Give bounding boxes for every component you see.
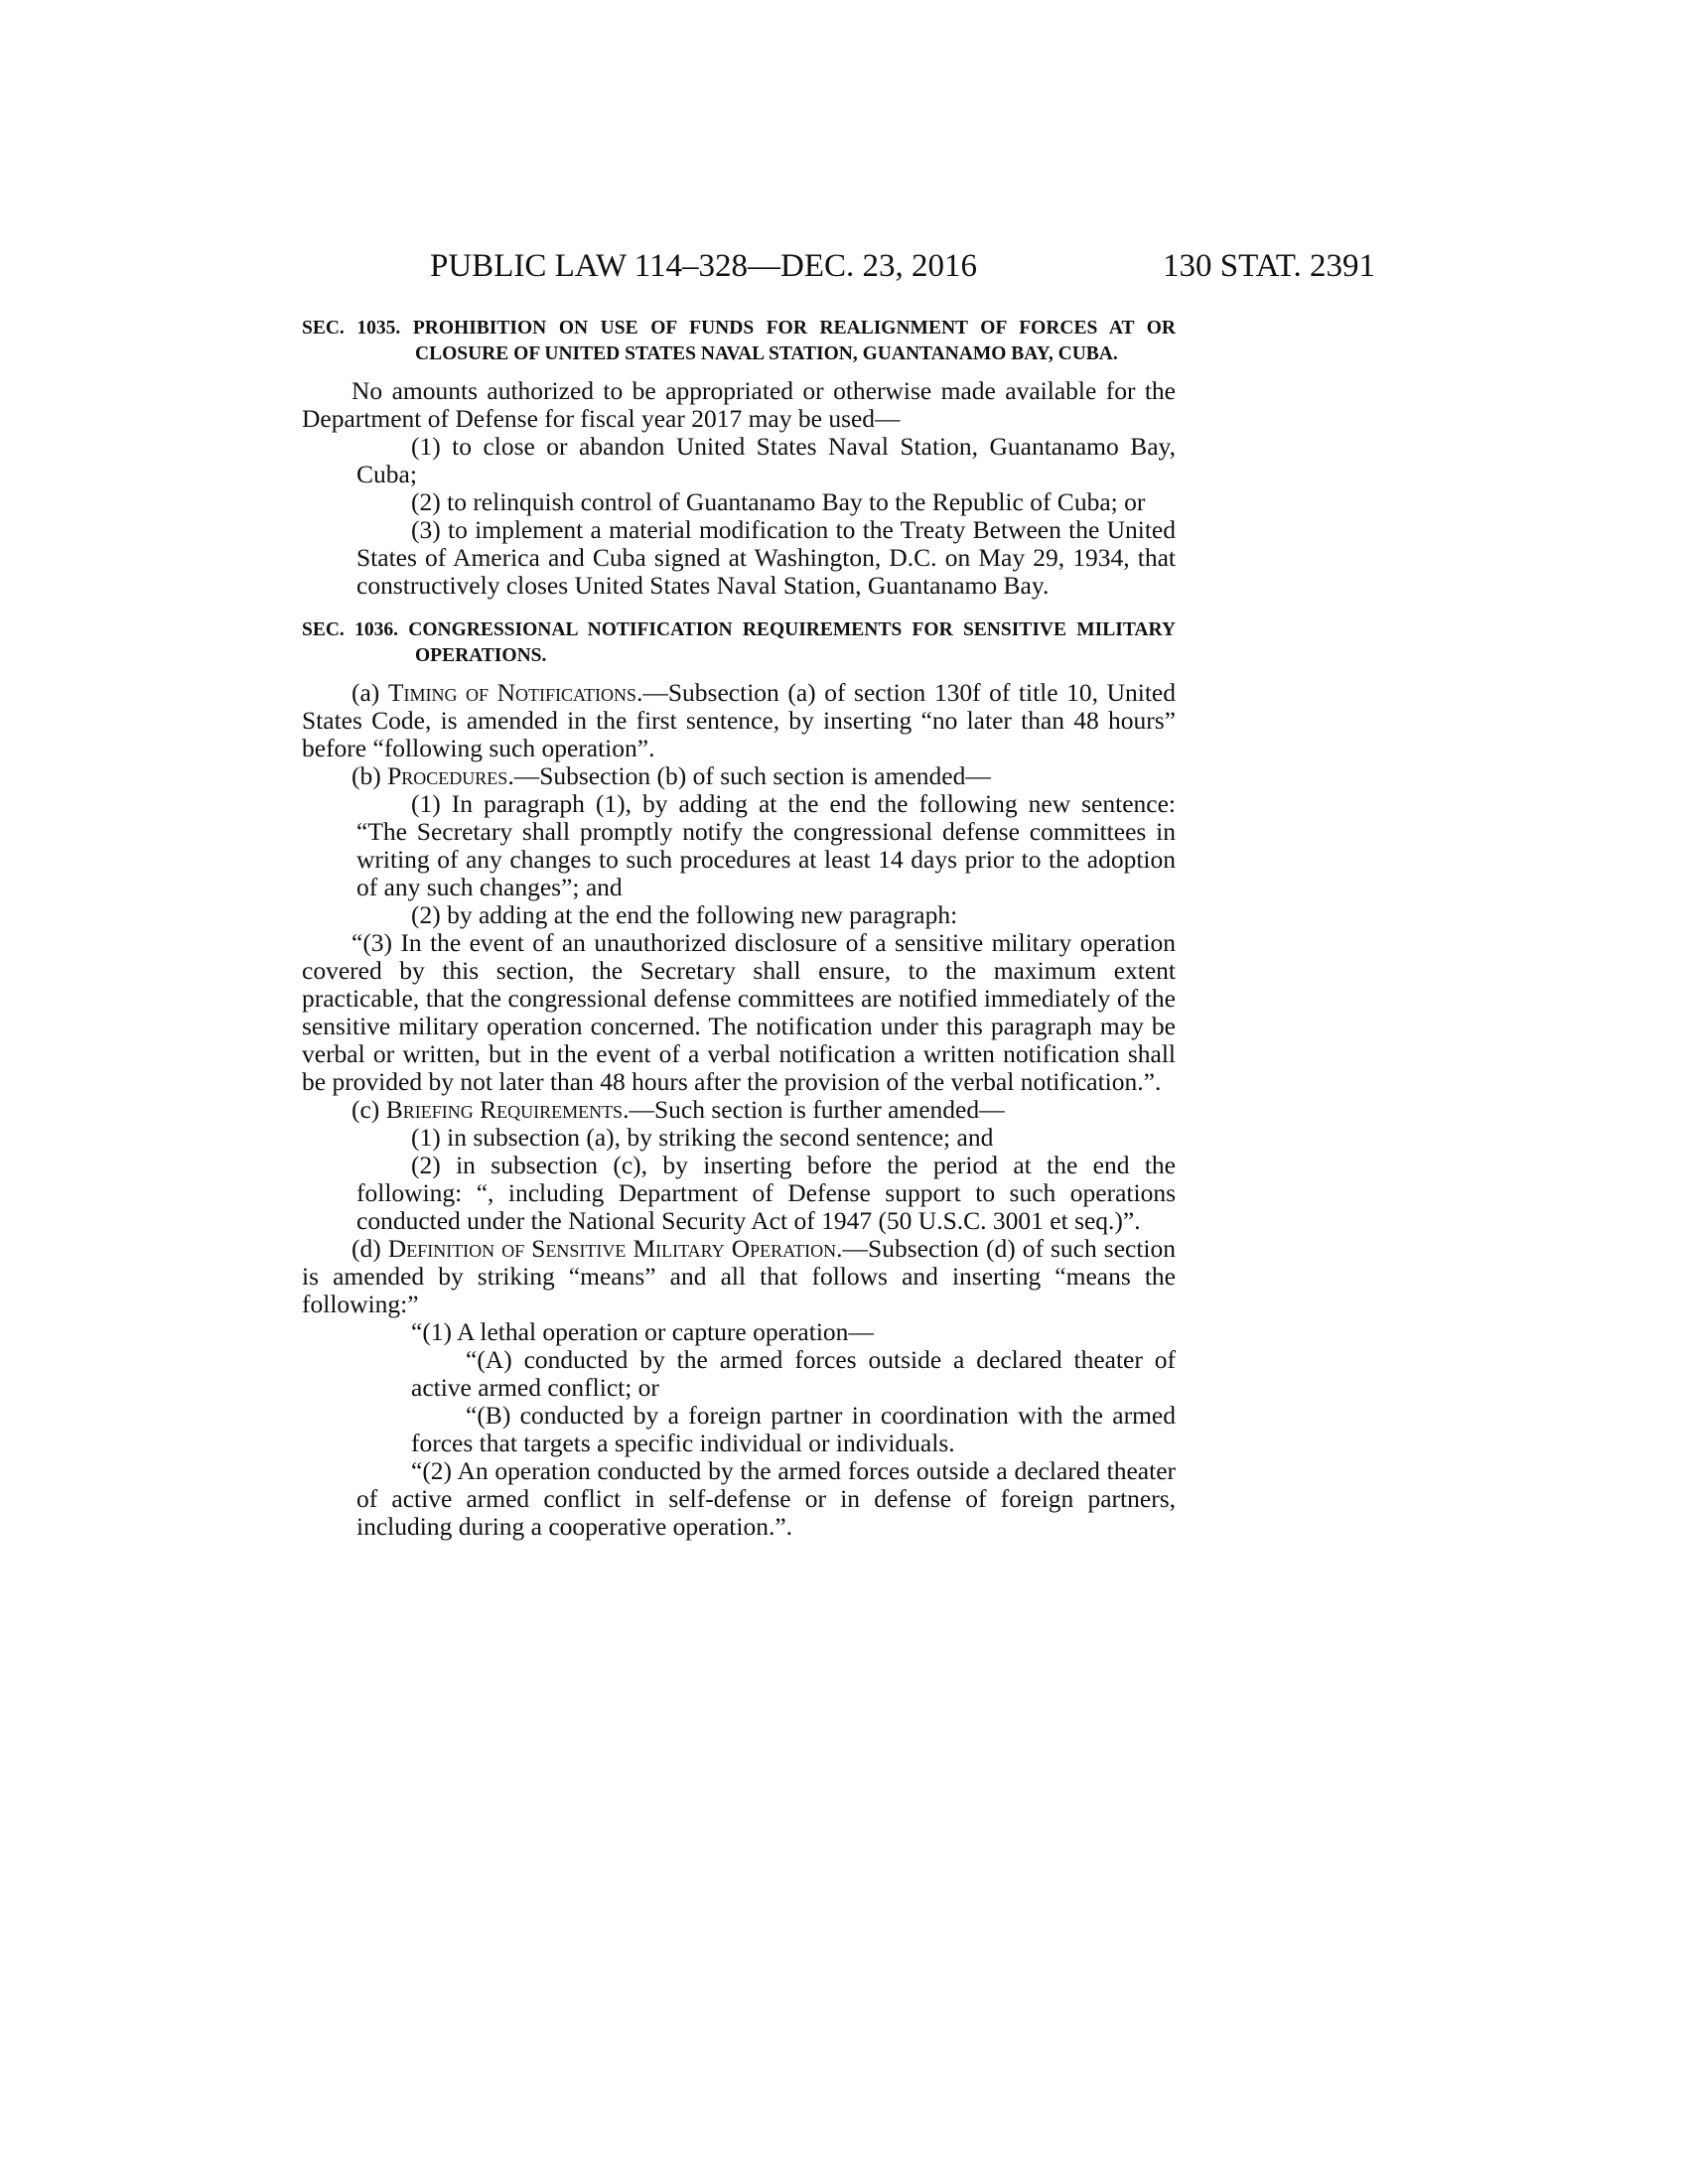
section-1035-para-1: (1) to close or abandon United States Naval Station, Guantanamo Bay, Cuba; <box>356 432 1176 488</box>
subsection-d-subpara-A: “(A) conducted by the armed forces outside a declared theater of active armed conflict; or <box>411 1345 1176 1402</box>
subsection-a <box>302 679 1176 762</box>
section-1036-heading: SEC. 1036. CONGRESSIONAL NOTIFICATION REQUIREMENTS FOR SENSITIVE MILITARY OPERATIONS. <box>302 619 1176 666</box>
subsection-c <box>302 1096 1176 1124</box>
section-1035-para-2: (2) to relinquish control of Guantanamo Bay to the Republic of Cuba; or <box>411 487 1146 516</box>
subsection-b-caption: Procedures <box>387 761 508 790</box>
subsection-a-label: (a) <box>352 678 388 707</box>
subsection-c-text: .—Such section is further amended— <box>623 1095 1005 1124</box>
page-header <box>0 246 1688 286</box>
subsection-d-text: .—Subsection (d) of such section is amended by striking “means” and all that follows and inserting “means the following:” <box>302 1234 1177 1318</box>
subsection-a-text: .—Subsection (a) of section 130f of title 10, United States Code, is amended in the first sentence, by inserting “no later than 48 hours” before “following such operation”. <box>302 678 1176 762</box>
subsection-b <box>302 762 1176 790</box>
body-text <box>302 316 1176 1541</box>
running-head-title: PUBLIC LAW 114–328—DEC. 23, 2016 <box>430 248 978 284</box>
subsection-c-para-1: (1) in subsection (a), by striking the second sentence; and <box>411 1123 994 1152</box>
subsection-d-label: (d) <box>352 1234 388 1263</box>
subsection-b-label: (b) <box>352 761 388 790</box>
subsection-c-caption: Briefing Requirements <box>385 1095 624 1124</box>
section-1035-heading: SEC. 1035. PROHIBITION ON USE OF FUNDS FOR REALIGNMENT OF FORCES AT OR CLOSURE OF UNITED STATES NAVAL STATION, GUANTANAMO BAY, CUBA. <box>302 318 1176 364</box>
subsection-c-para-2: (2) in subsection (c), by inserting before the period at the end the following: “, including Department of Defense support to such operations conducted under the National Security Act of 1947 (50 U.S.C. 3001 et seq.)”. <box>356 1151 1176 1235</box>
subsection-b-para-1: (1) In paragraph (1), by adding at the end the following new sentence: “The Secretary shall promptly notify the congressional defense committees in writing of any changes to such procedures at least 14 days prior to the adoption of any such changes”; and <box>356 789 1176 901</box>
statute-page-number: 130 STAT. 2391 <box>1162 248 1375 284</box>
subsection-b-quoted-para-3: “(3) In the event of an unauthorized disclosure of a sensitive military operation covered by this section, the Secretary shall ensure, to the maximum extent practicable, that the congressional defense committees are notified immediately of the sensitive military operation concerned. The notification under this paragraph may be verbal or written, but in the event of a verbal notification a written notification shall be provided by not later than 48 hours after the provision of the verbal notification.”. <box>302 928 1176 1096</box>
subsection-b-para-2: (2) by adding at the end the following new paragraph: <box>411 900 958 929</box>
subsection-d-para-1: “(1) A lethal operation or capture operation— <box>411 1317 874 1346</box>
subsection-d <box>302 1235 1176 1318</box>
subsection-a-caption: Timing of Notifications <box>387 678 636 707</box>
subsection-d-subpara-B: “(B) conducted by a foreign partner in coordination with the armed forces that targets a specific individual or individuals. <box>411 1401 1176 1457</box>
section-1035-intro: No amounts authorized to be appropriated or otherwise made available for the Department of Defense for fiscal year 2017 may be used— <box>302 376 1176 433</box>
subsection-d-para-2: “(2) An operation conducted by the armed forces outside a declared theater of active armed conflict in self-defense or in defense of foreign partners, including during a cooperative operation.”. <box>356 1456 1176 1541</box>
subsection-c-label: (c) <box>352 1095 386 1124</box>
subsection-b-text: .—Subsection (b) of such section is amended— <box>507 761 991 790</box>
section-1035-para-3: (3) to implement a material modification to the Treaty Between the United States of America and Cuba signed at Washington, D.C. on May 29, 1934, that constructively closes United States Naval Station, Guantanamo Bay. <box>356 515 1176 600</box>
subsection-d-caption: Definition of Sensitive Military Operation <box>387 1234 837 1263</box>
